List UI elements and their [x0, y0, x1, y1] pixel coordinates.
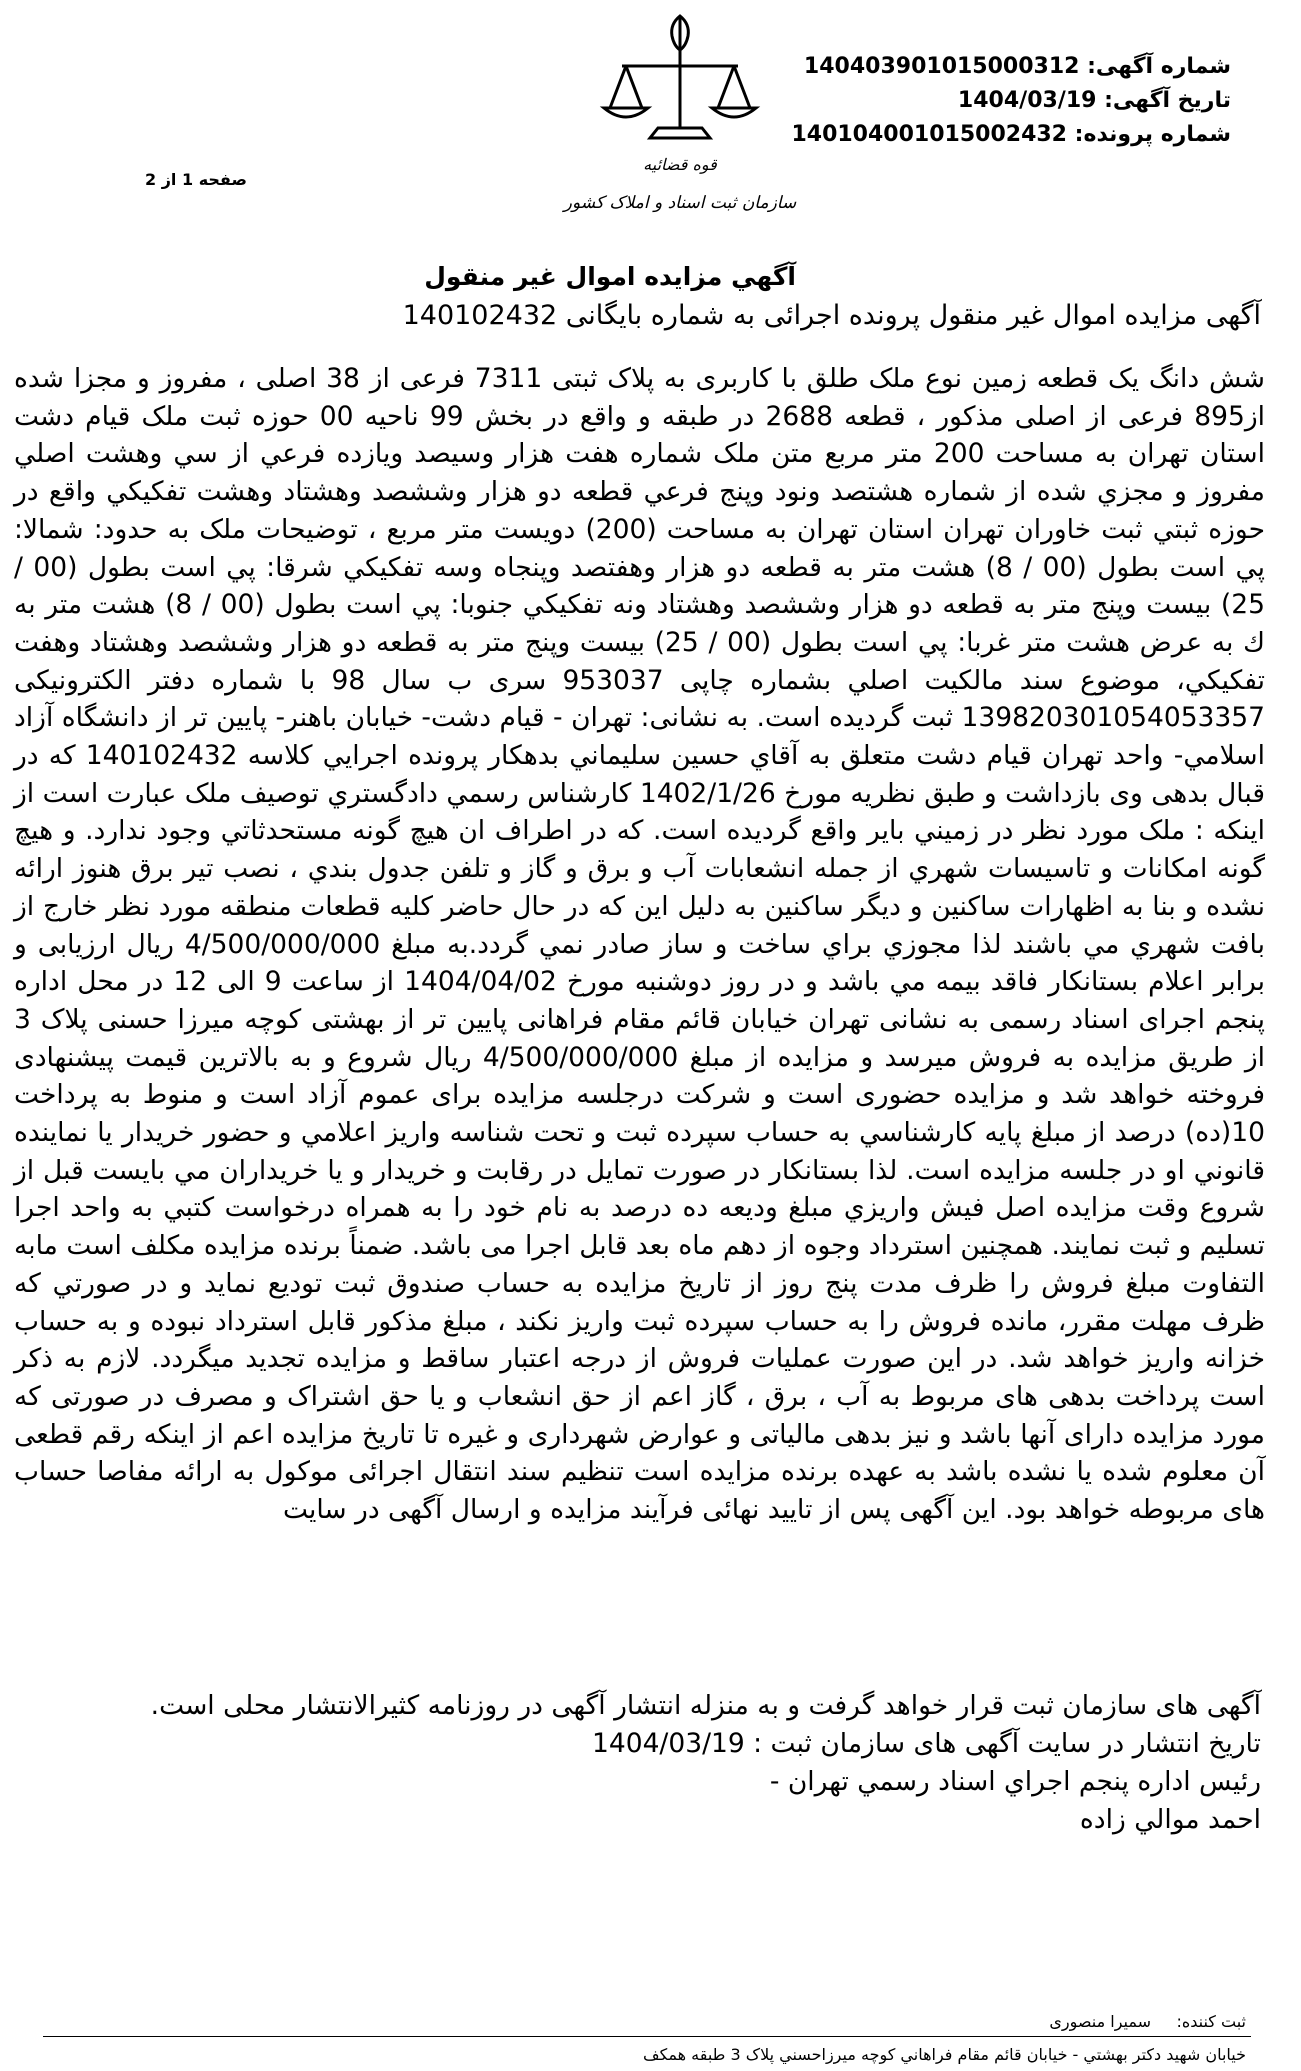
footer-divider	[43, 2036, 1251, 2037]
ad-number: شماره آگهی: 140403901015000312	[803, 54, 1231, 79]
closing-line-site-publication: آگهی های سازمان ثبت قرار خواهد گرفت و به منزله انتشار آگهی در روزنامه کثیرالانتشار محلی است.	[150, 1690, 1261, 1721]
recorder-name: سمیرا منصوری	[1049, 2012, 1152, 2031]
emblem-text-bottom: سازمان ثبت اسناد و املاک کشور	[563, 193, 797, 213]
body-paragraph: شش دانگ یک قطعه زمین نوع ملک طلق با کاربری به پلاک ثبتی 7311 فرعی از 38 اصلی ، مفروز و مجزا شده از895 فرعی از اصلی مذکور ، قطعه 2688 در طبقه و واقع در بخش 99 ناحیه 00 حوزه ثبت ملک قیام دشت استان تهران به مساحت 200 متر مربع متن ملک شماره هفت هزار وسيصد ويازده فرعي از سي وهشت اصلي مفروز و مجزي شده از شماره هشتصد ونود وپنج فرعي قطعه دو هزار وششصد وهشتاد وهشت تفكيكي واقع در حوزه ثبتي ثبت خاوران تهران استان تهران به مساحت (200) دويست متر مربع ، توضيحات ملک به حدود: شمالا: پي است بطول (00 / 8) هشت متر به قطعه دو هزار وهفتصد وپنجاه وسه تفكيكي شرقا: پي است بطول (00 / 25) بيست وپنج متر به قطعه دو هزار وششصد وهشتاد ونه تفكيكي جنوبا: پي است بطول (00 / 8) هشت متر به ك به عرض هشت متر غربا: پي است بطول (00 / 25) بيست وپنج متر به قطعه دو هزار وششصد وهشتاد وهفت تفكيكي، موضوع سند مالكيت اصلي بشماره چاپی 953037 سری ب سال 98 با شماره دفتر الکترونیکی 139820301054053357 ثبت گردیده است. به نشانی: تهران - قيام دشت- خيابان باهنر- پايين تر از دانشگاه آزاد اسلامي- واحد تهران قيام دشت متعلق به آقاي حسين سليماني بدهكار پرونده اجرايي كلاسه 140102432 كه در قبال بدهی وی بازداشت و طبق نظريه مورخ 1402/1/26 كارشناس رسمي دادگستري توصيف ملک عبارت است از اينكه : ملک مورد نظر در زميني باير واقع گرديده است. كه در اطراف ان هيچ گونه مستحدثاتي وجود ندارد. و هيچ گونه امكانات و تاسيسات شهري از جمله انشعابات آب و برق و گاز و تلفن جدول بندي ، نصب تير برق هنوز ارائه نشده و بنا به اظهارات ساكنين و ديگر ساكنين به دليل اين كه در حال حاضر كليه قطعات منطقه مورد نظر خارج از بافت شهري مي باشند لذا مجوزي براي ساخت و ساز صادر نمي گردد.به مبلغ 4/500/000/000 ريال ارزيابی و برابر اعلام بستانكار فاقد بيمه مي باشد و در روز دوشنبه مورخ 1404/04/02 از ساعت 9 الی 12 در محل اداره پنجم اجرای اسناد رسمی به نشانی تهران خیابان قائم مقام فراهانی پایین تر از بهشتی کوچه میرزا حسنی پلاک 3 از طريق مزايده به فروش ميرسد و مزایده از مبلغ 4/500/000/000 ريال شروع و به بالاترين قيمت پيشنهادی فروخته خواهد شد و مزايده حضوری است و شرکت درجلسه مزايده برای عموم آزاد است و منوط به پرداخت 10(ده) درصد از مبلغ پايه كارشناسي به حساب سپرده ثبت و تحت شناسه واريز اعلامي و حضور خريدار يا نماينده قانوني او در جلسه مزايده است. لذا بستانكار در صورت تمايل در رقابت و خريدار و يا خريداران مي بايست قبل از شروع وقت مزايده اصل فيش واريزي مبلغ وديعه ده درصد به نام خود را به همراه درخواست كتبي به واحد اجرا تسليم و ثبت نمايند. همچنين استرداد وجوه از دهم ماه بعد قابل اجرا می باشد. ضمناً برنده مزايده مكلف است مابه التفاوت مبلغ فروش را ظرف مدت پنج روز از تاريخ مزايده به حساب صندوق ثبت توديع نمايد و در صورتي كه ظرف مهلت مقرر، مانده فروش را به حساب سپرده ثبت واريز نكند ، مبلغ مذكور قابل استرداد نبوده و به حساب خزانه واريز خواهد شد. در اين صورت عمليات فروش از درجه اعتبار ساقط و مزايده تجديد ميگردد. لازم به ذكر است پرداخت بدهی های مربوط به آب ، برق ، گاز اعم از حق انشعاب و يا حق اشتراک و مصرف در صورتی كه مورد مزايده دارای آنها باشد و نيز بدهی مالياتی و عوارض شهرداری و غيره تا تاريخ مزايده اعم از اينكه رقم قطعی آن معلوم شده يا نشده باشد به عهده برنده مزايده است تنظيم سند انتقال اجرائی موكول به ارائه مفاصا حساب های مربوطه خواهد بود. اين آگهی پس از تاييد نهائی فرآيند مزايده و ارسال آگهی در سايت	[14, 363, 1266, 1526]
scales-of-justice-icon	[530, 8, 830, 223]
page-indicator: صفحه 1 از 2	[145, 170, 247, 189]
office-address: خيابان شهيد دكتر بهشتي - خيابان قائم مقام فراهاني كوچه ميرزاحسني پلاک 3 طبقه همكف	[643, 2045, 1246, 2064]
document-subtitle: آگهی مزایده اموال غیر منقول پرونده اجرائی به شماره بایگانی 140102432	[402, 300, 1261, 331]
judiciary-emblem-logo	[530, 8, 830, 223]
closing-line-publication-date: تاریخ انتشار در سایت آگهی های سازمان ثبت : 1404/03/19	[591, 1728, 1261, 1759]
case-number: شماره پرونده: 140104001015002432	[791, 122, 1231, 147]
document-title: آگهي مزايده اموال غير منقول	[424, 262, 796, 291]
signatory-name: احمد موالي زاده	[1079, 1804, 1261, 1835]
recorder-info	[1049, 2012, 1246, 2031]
emblem-text-top: قوه قضائیه	[643, 155, 717, 174]
signatory-title: رئيس اداره پنجم اجراي اسناد رسمي تهران -	[769, 1766, 1261, 1797]
recorder-label: ثبت کننده:	[1176, 2012, 1246, 2031]
ad-date: تاریخ آگهی: 1404/03/19	[957, 88, 1231, 113]
auction-body-text	[14, 360, 1265, 1529]
ad-metadata	[791, 50, 1231, 152]
